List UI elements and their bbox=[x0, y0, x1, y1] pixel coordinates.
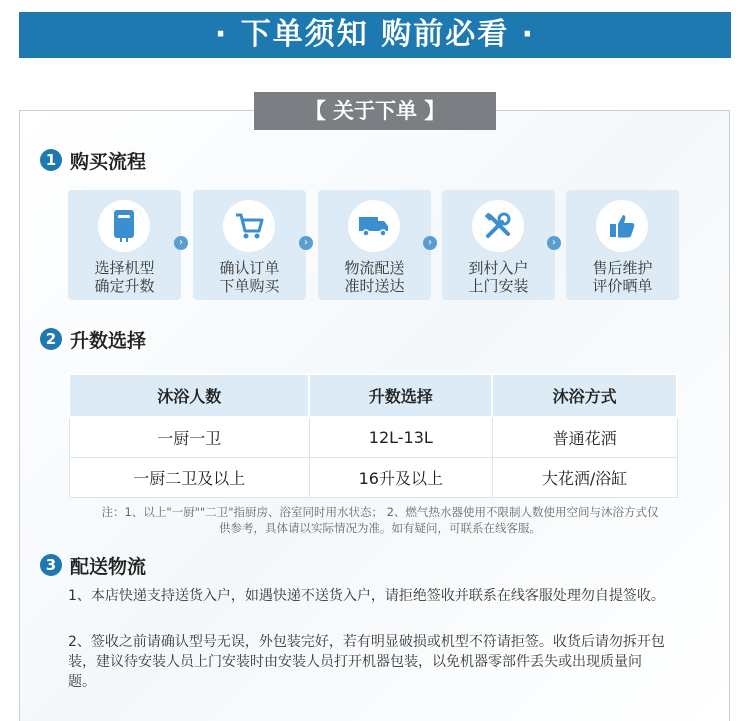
table-cell: 16升及以上 bbox=[309, 458, 492, 498]
table-cell: 大花洒/浴缸 bbox=[492, 458, 677, 498]
table-cell: 12L-13L bbox=[309, 417, 492, 458]
table-cell: 普通花洒 bbox=[492, 417, 677, 458]
column-header: 沐浴方式 bbox=[492, 374, 677, 417]
step-number-badge: 3 bbox=[40, 554, 62, 576]
flow-step-delivery bbox=[318, 190, 431, 300]
delivery-note-2: 2、签收之前请确认型号无误，外包装完好，若有明显破损或机型不符请拒签。收货后请勿拆开包装，建议待安装人员上门安装时由安装人员打开机器包装，以免机器零部件丢失或出现质量问题。 bbox=[68, 634, 665, 690]
chevron-right-icon: › bbox=[423, 236, 437, 250]
step-number-badge: 1 bbox=[40, 149, 62, 171]
shopping-cart-icon bbox=[223, 200, 275, 252]
table-cell: 一厨二卫及以上 bbox=[69, 458, 309, 498]
flow-step-label: 选择机型 确定升数 bbox=[94, 259, 155, 295]
flow-step-installation bbox=[442, 190, 555, 300]
volume-table bbox=[68, 373, 678, 498]
column-header: 升数选择 bbox=[309, 374, 492, 417]
tools-icon bbox=[472, 200, 524, 252]
flow-step-label: 确认订单 下单购买 bbox=[219, 259, 280, 295]
table-row bbox=[69, 458, 677, 498]
water-heater-icon bbox=[98, 200, 150, 252]
heading-title: 购买流程 bbox=[70, 150, 147, 173]
heading-title: 配送物流 bbox=[70, 555, 147, 578]
table-note: 注：1、以上"一厨""二卫"指厨房、浴室同时用水状态； 2、燃气热水器使用不限制人数使用空间与沐浴方式仅供参考，具体请以实际情况为准。如有疑问，可联系在线客服。 bbox=[101, 505, 659, 535]
chevron-right-icon: › bbox=[299, 236, 313, 250]
table-cell: 一厨一卫 bbox=[69, 417, 309, 458]
heading-title: 升数选择 bbox=[70, 329, 147, 352]
heading-purchase-flow bbox=[40, 147, 146, 173]
table-row bbox=[69, 417, 677, 458]
flow-step-confirm-order bbox=[193, 190, 306, 300]
step-number-badge: 2 bbox=[40, 328, 62, 350]
delivery-note-1: 1、本店快递支持送货入户，如遇快递不送货入户，请拒绝签收并联系在线客服处理勿自提签收。 bbox=[68, 588, 665, 604]
chevron-right-icon: › bbox=[547, 236, 561, 250]
page-banner: · 下单须知 购前必看 · bbox=[19, 12, 731, 58]
thumbs-up-icon bbox=[596, 200, 648, 252]
heading-volume-choice bbox=[40, 326, 146, 352]
delivery-truck-icon bbox=[348, 200, 400, 252]
flow-step-select-model bbox=[68, 190, 181, 300]
table-header-row bbox=[69, 374, 677, 417]
flow-step-label: 物流配送 准时送达 bbox=[344, 259, 405, 295]
flow-step-label: 到村入户 上门安装 bbox=[468, 259, 529, 295]
column-header: 沐浴人数 bbox=[69, 374, 309, 417]
chevron-right-icon: › bbox=[174, 236, 188, 250]
heading-delivery bbox=[40, 552, 146, 578]
flow-step-after-sales bbox=[566, 190, 679, 300]
flow-step-label: 售后维护 评价晒单 bbox=[592, 259, 653, 295]
section-title: 【 关于下单 】 bbox=[254, 92, 496, 130]
